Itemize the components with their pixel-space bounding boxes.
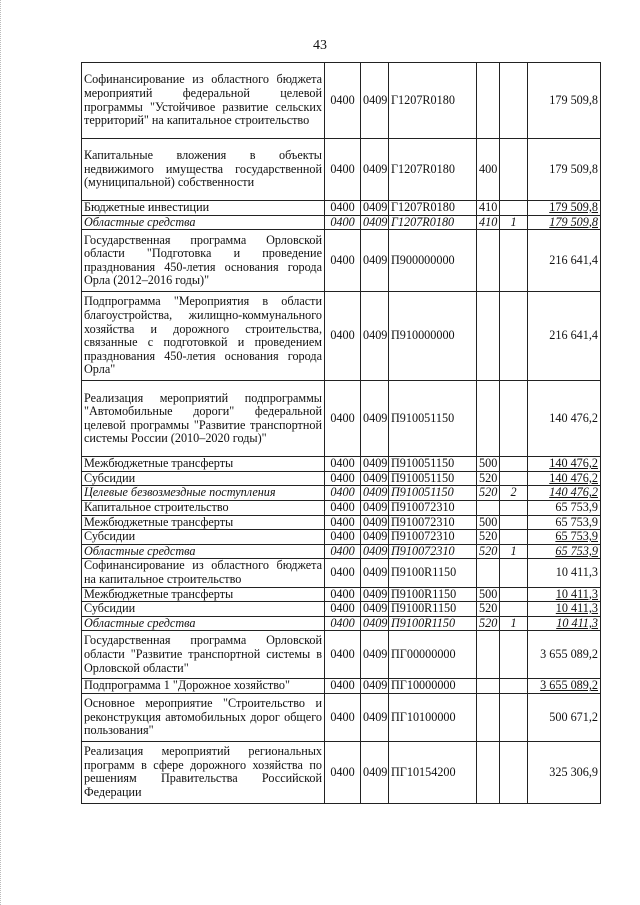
row-amount: 65 753,9: [528, 544, 601, 559]
row-target-article: П910072310: [389, 515, 477, 530]
row-target-article: П910072310: [389, 530, 477, 545]
row-name: Межбюджетные трансферты: [82, 587, 325, 602]
row-target-article: П910051150: [389, 486, 477, 501]
row-subsection: 0409: [361, 693, 389, 741]
row-expense-type: 410: [477, 201, 500, 216]
row-funding-source: [500, 292, 528, 381]
row-funding-source: [500, 381, 528, 457]
row-expense-type: [477, 631, 500, 679]
row-target-article: П9100R1150: [389, 587, 477, 602]
row-expense-type: 500: [477, 457, 500, 472]
row-amount: 179 509,8: [528, 201, 601, 216]
row-funding-source: [500, 201, 528, 216]
table-row: [82, 515, 601, 530]
table-row: [82, 530, 601, 545]
table-row: [82, 616, 601, 631]
row-subsection: 0409: [361, 486, 389, 501]
row-section: 0400: [325, 471, 361, 486]
row-section: 0400: [325, 602, 361, 617]
row-name: Капитальные вложения в объекты недвижимого имущества государственной (муниципальной) собственности: [82, 139, 325, 201]
row-section: 0400: [325, 486, 361, 501]
row-funding-source: [500, 631, 528, 679]
row-section: 0400: [325, 587, 361, 602]
row-funding-source: 2: [500, 486, 528, 501]
row-subsection: 0409: [361, 631, 389, 679]
row-section: 0400: [325, 292, 361, 381]
row-funding-source: [500, 230, 528, 292]
row-funding-source: 1: [500, 616, 528, 631]
row-target-article: Г1207R0180: [389, 63, 477, 139]
row-section: 0400: [325, 631, 361, 679]
row-section: 0400: [325, 201, 361, 216]
row-expense-type: 500: [477, 587, 500, 602]
row-expense-type: 520: [477, 530, 500, 545]
row-funding-source: [500, 471, 528, 486]
table-row: [82, 679, 601, 694]
row-expense-type: 400: [477, 139, 500, 201]
row-funding-source: [500, 500, 528, 515]
table-row: [82, 457, 601, 472]
row-section: 0400: [325, 559, 361, 587]
row-funding-source: [500, 63, 528, 139]
row-subsection: 0409: [361, 500, 389, 515]
row-funding-source: [500, 602, 528, 617]
row-subsection: 0409: [361, 515, 389, 530]
row-subsection: 0409: [361, 292, 389, 381]
row-target-article: Г1207R0180: [389, 139, 477, 201]
row-subsection: 0409: [361, 679, 389, 694]
row-section: 0400: [325, 230, 361, 292]
table-row: [82, 559, 601, 587]
row-expense-type: [477, 693, 500, 741]
row-subsection: 0409: [361, 63, 389, 139]
table-row: [82, 471, 601, 486]
row-expense-type: 520: [477, 486, 500, 501]
row-funding-source: [500, 559, 528, 587]
row-subsection: 0409: [361, 457, 389, 472]
row-amount: 10 411,3: [528, 616, 601, 631]
row-subsection: 0409: [361, 741, 389, 803]
row-name: Государственная программа Орловской области "Развитие транспортной системы в Орловской области": [82, 631, 325, 679]
row-target-article: П910051150: [389, 471, 477, 486]
row-subsection: 0409: [361, 544, 389, 559]
row-subsection: 0409: [361, 587, 389, 602]
row-subsection: 0409: [361, 381, 389, 457]
row-subsection: 0409: [361, 215, 389, 230]
row-subsection: 0409: [361, 616, 389, 631]
row-section: 0400: [325, 381, 361, 457]
row-expense-type: 500: [477, 515, 500, 530]
row-name: Областные средства: [82, 616, 325, 631]
row-amount: 65 753,9: [528, 500, 601, 515]
row-expense-type: [477, 500, 500, 515]
row-section: 0400: [325, 741, 361, 803]
row-section: 0400: [325, 63, 361, 139]
row-name: Капитальное строительство: [82, 500, 325, 515]
table-row: [82, 544, 601, 559]
row-target-article: П9100R1150: [389, 559, 477, 587]
row-section: 0400: [325, 616, 361, 631]
row-expense-type: [477, 679, 500, 694]
row-name: Областные средства: [82, 215, 325, 230]
table-row: [82, 139, 601, 201]
row-funding-source: [500, 741, 528, 803]
table-row: [82, 215, 601, 230]
budget-table-body: [82, 63, 601, 804]
row-section: 0400: [325, 215, 361, 230]
row-target-article: П900000000: [389, 230, 477, 292]
row-name: Реализация мероприятий подпрограммы "Автомобильные дороги" федеральной целевой программы "Развитие транспортной системы России (2010–2020 годы)": [82, 381, 325, 457]
table-row: [82, 631, 601, 679]
scan-edge-marks: [0, 0, 5, 905]
row-amount: 10 411,3: [528, 587, 601, 602]
row-expense-type: [477, 381, 500, 457]
row-target-article: П910051150: [389, 381, 477, 457]
row-name: Софинансирование из областного бюджета на капитальное строительство: [82, 559, 325, 587]
row-target-article: ПГ00000000: [389, 631, 477, 679]
row-subsection: 0409: [361, 471, 389, 486]
row-name: Государственная программа Орловской области "Подготовка и проведение празднования 450-летия основания города Орла (2012–2016 годы)": [82, 230, 325, 292]
row-amount: 179 509,8: [528, 63, 601, 139]
row-name: Подпрограмма "Мероприятия в области благоустройства, жилищно-коммунального хозяйства и дорожного строительства, связанные с подготовкой и проведением празднования 450-летия основания города Орла": [82, 292, 325, 381]
row-amount: 140 476,2: [528, 486, 601, 501]
row-expense-type: [477, 741, 500, 803]
row-name: Бюджетные инвестиции: [82, 201, 325, 216]
row-target-article: П910072310: [389, 544, 477, 559]
row-expense-type: 520: [477, 544, 500, 559]
row-subsection: 0409: [361, 602, 389, 617]
table-row: [82, 486, 601, 501]
row-amount: 500 671,2: [528, 693, 601, 741]
row-funding-source: [500, 530, 528, 545]
row-expense-type: 520: [477, 471, 500, 486]
row-target-article: П910000000: [389, 292, 477, 381]
row-expense-type: 520: [477, 602, 500, 617]
row-amount: 140 476,2: [528, 381, 601, 457]
row-amount: 65 753,9: [528, 530, 601, 545]
row-section: 0400: [325, 139, 361, 201]
row-expense-type: 410: [477, 215, 500, 230]
row-name: Целевые безвозмездные поступления: [82, 486, 325, 501]
table-row: [82, 500, 601, 515]
row-expense-type: [477, 292, 500, 381]
row-subsection: 0409: [361, 139, 389, 201]
row-expense-type: [477, 230, 500, 292]
budget-table: [81, 62, 601, 804]
row-target-article: Г1207R0180: [389, 201, 477, 216]
row-name: Субсидии: [82, 530, 325, 545]
row-funding-source: [500, 679, 528, 694]
row-subsection: 0409: [361, 530, 389, 545]
row-amount: 216 641,4: [528, 292, 601, 381]
row-target-article: ПГ10000000: [389, 679, 477, 694]
row-name: Реализация мероприятий региональных программ в сфере дорожного хозяйства по решениям Правительства Российской Федерации: [82, 741, 325, 803]
row-amount: 179 509,8: [528, 215, 601, 230]
row-target-article: Г1207R0180: [389, 215, 477, 230]
table-row: [82, 230, 601, 292]
table-row: [82, 292, 601, 381]
row-funding-source: 1: [500, 215, 528, 230]
row-amount: 325 306,9: [528, 741, 601, 803]
row-section: 0400: [325, 457, 361, 472]
row-amount: 216 641,4: [528, 230, 601, 292]
row-funding-source: 1: [500, 544, 528, 559]
row-amount: 3 655 089,2: [528, 679, 601, 694]
row-amount: 3 655 089,2: [528, 631, 601, 679]
row-section: 0400: [325, 500, 361, 515]
row-target-article: П910072310: [389, 500, 477, 515]
row-name: Подпрограмма 1 "Дорожное хозяйство": [82, 679, 325, 694]
row-name: Основное мероприятие "Строительство и реконструкция автомобильных дорог общего пользования": [82, 693, 325, 741]
row-target-article: П9100R1150: [389, 602, 477, 617]
row-name: Софинансирование из областного бюджета мероприятий федеральной целевой программы "Устойчивое развитие сельских территорий" на капитальное строительство: [82, 63, 325, 139]
row-name: Межбюджетные трансферты: [82, 515, 325, 530]
row-target-article: П9100R1150: [389, 616, 477, 631]
row-expense-type: [477, 559, 500, 587]
row-expense-type: [477, 63, 500, 139]
table-row: [82, 63, 601, 139]
row-section: 0400: [325, 693, 361, 741]
row-expense-type: 520: [477, 616, 500, 631]
row-amount: 10 411,3: [528, 602, 601, 617]
row-amount: 140 476,2: [528, 457, 601, 472]
row-funding-source: [500, 693, 528, 741]
row-target-article: П910051150: [389, 457, 477, 472]
table-row: [82, 201, 601, 216]
row-funding-source: [500, 587, 528, 602]
row-subsection: 0409: [361, 559, 389, 587]
row-target-article: ПГ10154200: [389, 741, 477, 803]
row-section: 0400: [325, 679, 361, 694]
row-section: 0400: [325, 544, 361, 559]
row-subsection: 0409: [361, 230, 389, 292]
row-name: Субсидии: [82, 471, 325, 486]
row-funding-source: [500, 457, 528, 472]
row-funding-source: [500, 139, 528, 201]
row-amount: 179 509,8: [528, 139, 601, 201]
table-row: [82, 693, 601, 741]
row-target-article: ПГ10100000: [389, 693, 477, 741]
row-amount: 65 753,9: [528, 515, 601, 530]
table-row: [82, 381, 601, 457]
row-name: Субсидии: [82, 602, 325, 617]
row-amount: 140 476,2: [528, 471, 601, 486]
row-section: 0400: [325, 530, 361, 545]
row-subsection: 0409: [361, 201, 389, 216]
table-row: [82, 741, 601, 803]
table-row: [82, 602, 601, 617]
row-funding-source: [500, 515, 528, 530]
row-name: Областные средства: [82, 544, 325, 559]
table-row: [82, 587, 601, 602]
row-name: Межбюджетные трансферты: [82, 457, 325, 472]
page-number: 43: [313, 38, 327, 53]
row-amount: 10 411,3: [528, 559, 601, 587]
row-section: 0400: [325, 515, 361, 530]
